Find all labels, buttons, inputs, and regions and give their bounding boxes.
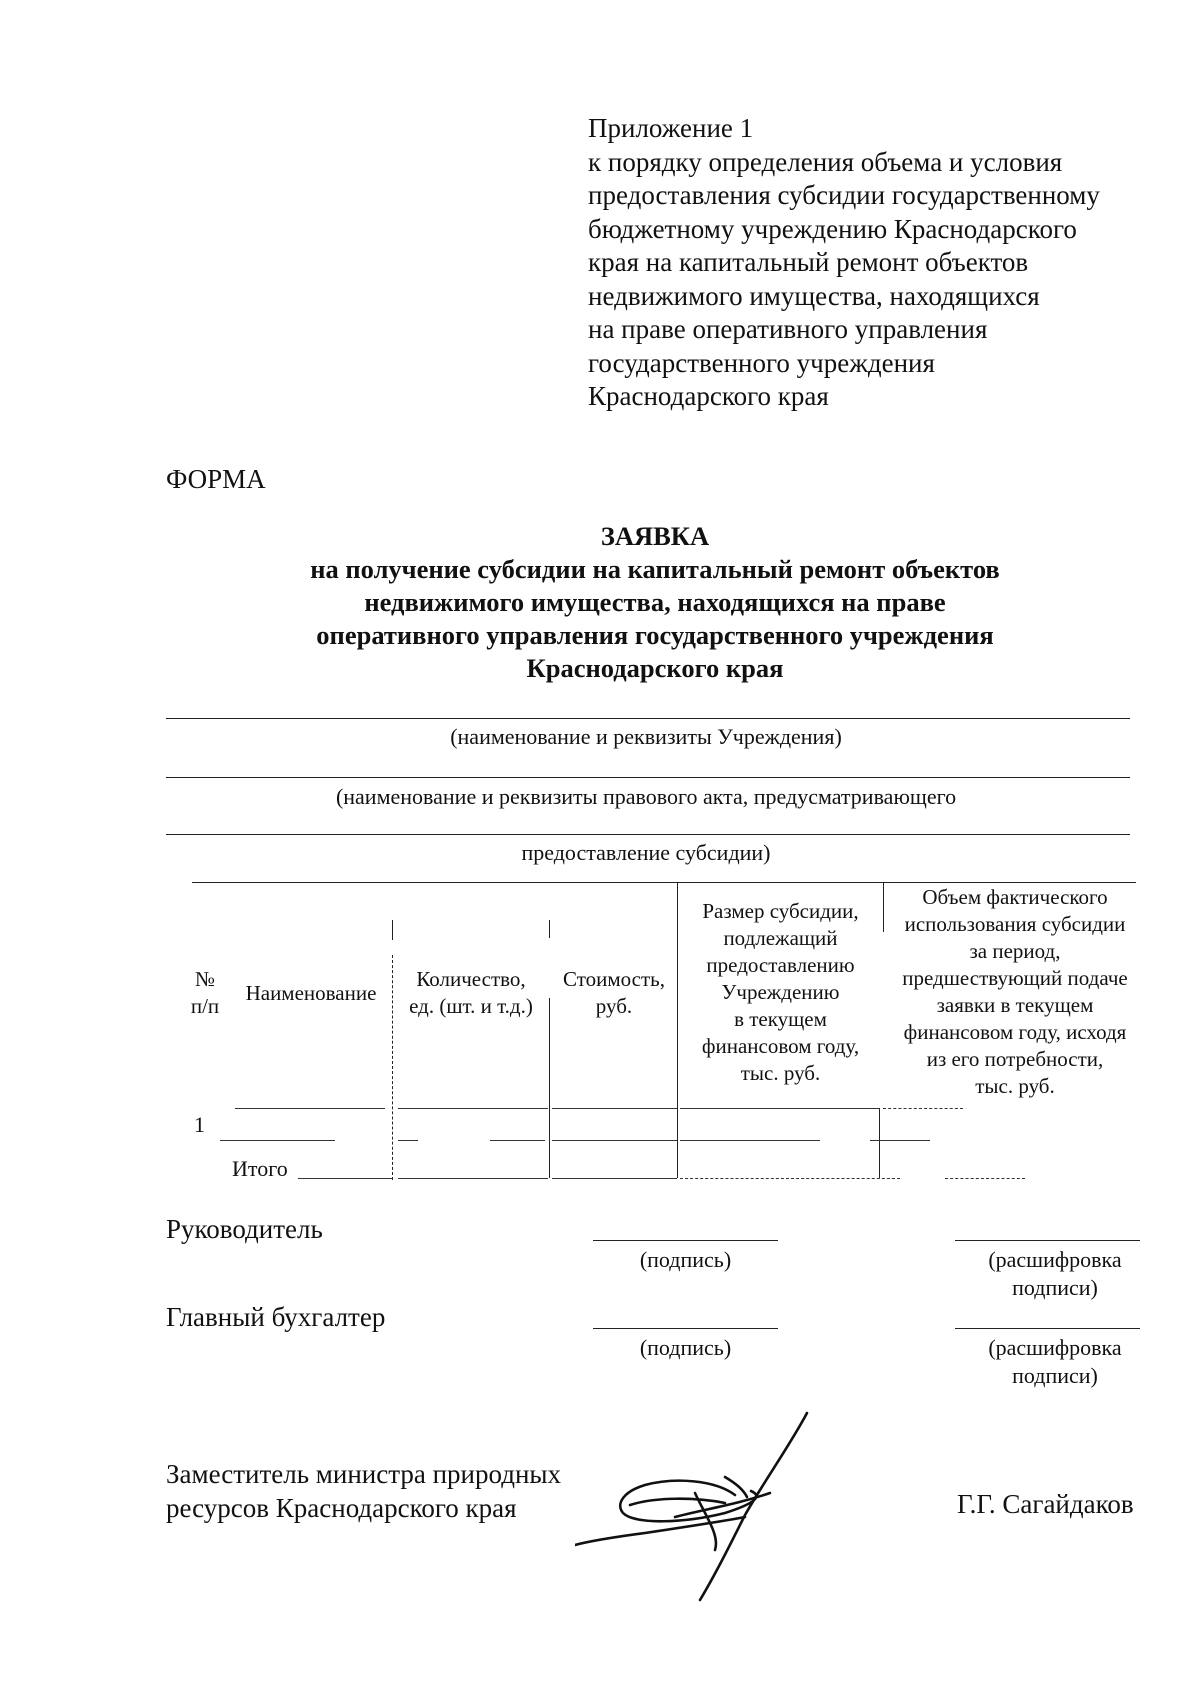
row-divider (883, 1108, 963, 1109)
header-num-line: п/п (190, 994, 220, 1018)
header-cost (551, 966, 677, 1020)
column-divider (549, 920, 550, 938)
legal-act-caption: (наименование и реквизиты правового акта, предусматривающего (335, 784, 957, 809)
handwritten-signature (575, 1405, 825, 1605)
legal-act-fill-line (166, 777, 1130, 778)
header-quantity-line: Количество, (416, 967, 526, 991)
appendix-line: предоставления субсидии государственному (588, 180, 1100, 210)
row-number: 1 (194, 1112, 205, 1137)
row-divider (680, 1108, 880, 1109)
signer-position (166, 1457, 561, 1525)
decoding-caption-line: подписи) (1012, 1275, 1098, 1300)
head-decoding-line (955, 1240, 1140, 1241)
row-divider (680, 1140, 820, 1141)
total-row-line (398, 1178, 548, 1179)
signer-position-line: Заместитель министра природных (166, 1459, 562, 1489)
header-name (230, 980, 392, 1007)
row-divider (552, 1140, 677, 1141)
accountant-signature-caption: (подпись) (639, 1335, 732, 1360)
head-decoding-caption (955, 1246, 1155, 1302)
header-subsidy-line: тыс. руб. (740, 1061, 821, 1085)
header-quantity (393, 966, 549, 1020)
header-actual-line: предшествующий подаче (902, 966, 1128, 990)
header-num (180, 966, 230, 1020)
row-divider (398, 1108, 548, 1109)
accountant-signature-line (593, 1328, 778, 1329)
head-label: Руководитель (166, 1214, 323, 1244)
title-line: недвижимого имущества, находящихся на праве (364, 587, 946, 617)
table-top-border (192, 882, 1136, 883)
institution-caption: (наименование и реквизиты Учреждения) (450, 724, 842, 749)
row-divider (398, 1140, 418, 1141)
institution-fill-line (166, 718, 1130, 719)
accountant-decoding-caption (955, 1334, 1155, 1390)
total-row-line (552, 1178, 677, 1179)
appendix-line: государственного учреждения (588, 347, 935, 378)
header-subsidy-line: в текущем (734, 1007, 827, 1031)
column-divider (879, 1108, 880, 1178)
appendix-line: Приложение 1 (588, 113, 754, 143)
header-actual-line: заявки в текущем (936, 993, 1094, 1017)
head-signature-line (593, 1240, 778, 1241)
decoding-caption-line: подписи) (1012, 1363, 1098, 1388)
row-divider (490, 1140, 545, 1141)
header-actual-line: из его потребности, (926, 1047, 1104, 1071)
column-divider (549, 998, 550, 1178)
header-cost-line: Стоимость, (562, 967, 665, 991)
legal-act-caption-cont: предоставление субсидии) (521, 840, 771, 865)
document-title (150, 520, 1160, 685)
row-divider (870, 1140, 930, 1141)
appendix-line: на праве оперативного управления (588, 314, 988, 344)
appendix-line: края на капитальный ремонт объектов (588, 247, 1029, 277)
header-subsidy-line: Размер субсидии, (702, 899, 859, 923)
accountant-label: Главный бухгалтер (166, 1302, 386, 1332)
appendix-line: к порядку определения объема и условия (588, 146, 1063, 177)
total-row-line (945, 1178, 1025, 1179)
header-subsidy-line: подлежащий (723, 926, 838, 950)
row-divider (220, 1140, 335, 1141)
title-line: Краснодарского края (526, 653, 784, 683)
header-actual-line: финансовом году, исходя (903, 1020, 1127, 1044)
header-quantity-line: ед. (шт. и т.д.) (409, 994, 533, 1018)
header-cost-line: руб. (595, 994, 633, 1018)
appendix-line: недвижимого имущества, находящихся (588, 280, 1040, 311)
header-subsidy-size (678, 898, 883, 1087)
appendix-line: Краснодарского края (588, 381, 829, 411)
title-heading: ЗАЯВКА (600, 521, 710, 551)
row-divider (552, 1108, 677, 1109)
header-actual-line: использования субсидии (904, 912, 1126, 936)
signer-name: Г.Г. Сагайдаков (957, 1489, 1134, 1519)
decoding-caption-line: (расшифровка (988, 1335, 1122, 1360)
total-row-line (680, 1178, 900, 1179)
head-signature-caption: (подпись) (639, 1247, 732, 1272)
header-subsidy-line: предоставлению (706, 953, 855, 977)
row-divider (235, 1108, 385, 1109)
header-subsidy-line: Учреждению (721, 980, 840, 1004)
forma-label: ФОРМА (166, 464, 266, 494)
header-num-line: № (194, 967, 216, 991)
title-line: оперативного управления государственного учреждения (316, 620, 994, 650)
title-line: на получение субсидии на капитальный ремонт объектов (310, 554, 1000, 584)
column-divider (392, 920, 393, 940)
total-label: Итого (232, 1156, 288, 1181)
header-actual-line: за период, (969, 939, 1061, 963)
decoding-caption-line: (расшифровка (988, 1247, 1122, 1272)
header-subsidy-line: финансовом году, (701, 1034, 860, 1058)
signer-position-line: ресурсов Краснодарского края (166, 1493, 517, 1523)
header-actual-line: Объем фактического (922, 885, 1108, 909)
appendix-block (588, 112, 1148, 414)
accountant-decoding-line (955, 1328, 1140, 1329)
header-actual-usage (884, 884, 1146, 1100)
header-actual-line: тыс. руб. (975, 1074, 1055, 1098)
total-row-line (298, 1178, 393, 1179)
header-name-line: Наименование (245, 981, 377, 1005)
appendix-line: бюджетному учреждению Краснодарского (588, 213, 1077, 244)
legal-act-fill-line-2 (166, 834, 1130, 835)
